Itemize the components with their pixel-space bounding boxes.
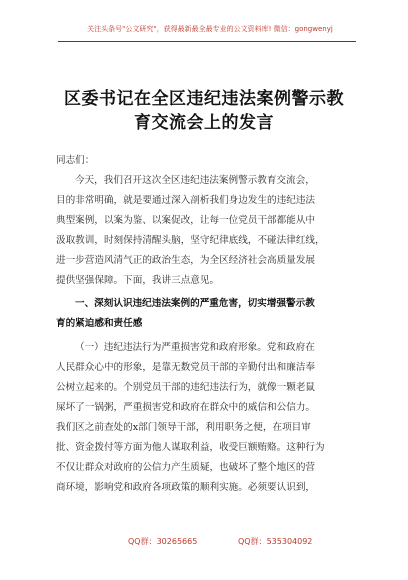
paragraph-line: 不仅让群众对政府的公信力产生质疑，也破坏了整个地区的营 (56, 462, 316, 473)
paragraph-line: 目的非常明确，就是要通过深入剖析我们身边发生的违纪违法 (56, 195, 316, 206)
paragraph-line: 批、资金拨付等方面为他人谋取利益，收受巨额贿赂。这种行为 (56, 442, 325, 453)
footer-qq-group-2: QQ群：535304092 (238, 537, 313, 546)
paragraph-line: 进一步营造风清气正的政治生态，为全区经济社会高质量发展 (56, 255, 316, 266)
paragraph-line: 屎坏了一锅粥，严重损害党和政府在群众中的威信和公信力。 (56, 402, 316, 413)
section-heading: 育的紧迫感和责任感 (56, 318, 143, 329)
paragraph-line: 汲取教训，时刻保持清醒头脑，坚守纪律底线，不碰法律红线， (56, 235, 325, 246)
paragraph-line: 提供坚强保障。下面，我讲三点意见。 (56, 275, 220, 286)
document-title-line-1: 区委书记在全区违纪违法案例警示教 (64, 89, 344, 109)
paragraph-line: 公树立起来的。个别党员干部的违纪违法行为，就像一颗老鼠 (56, 382, 316, 393)
paragraph-line: （一）违纪违法行为严重损害党和政府形象。党和政府在 (75, 342, 315, 353)
paragraph-line: 人民群众心中的形象，是靠无数党员干部的辛勤付出和廉洁奉 (56, 362, 316, 373)
header-banner: 关注头条号"公文研究"，获得最新最全最专业的公文资料库! 微信：gongwenyj (87, 25, 333, 33)
header-divider (58, 41, 356, 42)
paragraph-line: 今天，我们召开这次全区违纪违法案例警示教育交流会， (75, 175, 315, 186)
paragraph-line: 商环境，影响党和政府各项政策的顺利实施。必须要认识到， (56, 482, 316, 493)
paragraph-line: 典型案例，以案为鉴、以案促改，让每一位党员干部都能从中 (56, 215, 316, 226)
section-heading: 一、深刻认识违纪违法案例的严重危害，切实增强警示教 (75, 298, 315, 309)
paragraph-line: 我们区之前查处的x部门领导干部，利用职务之便，在项目审 (56, 422, 311, 433)
footer-qq-group-1: QQ群：30265665 (128, 537, 198, 546)
document-title-line-2: 育交流会上的发言 (134, 113, 274, 133)
salutation: 同志们： (56, 155, 95, 166)
